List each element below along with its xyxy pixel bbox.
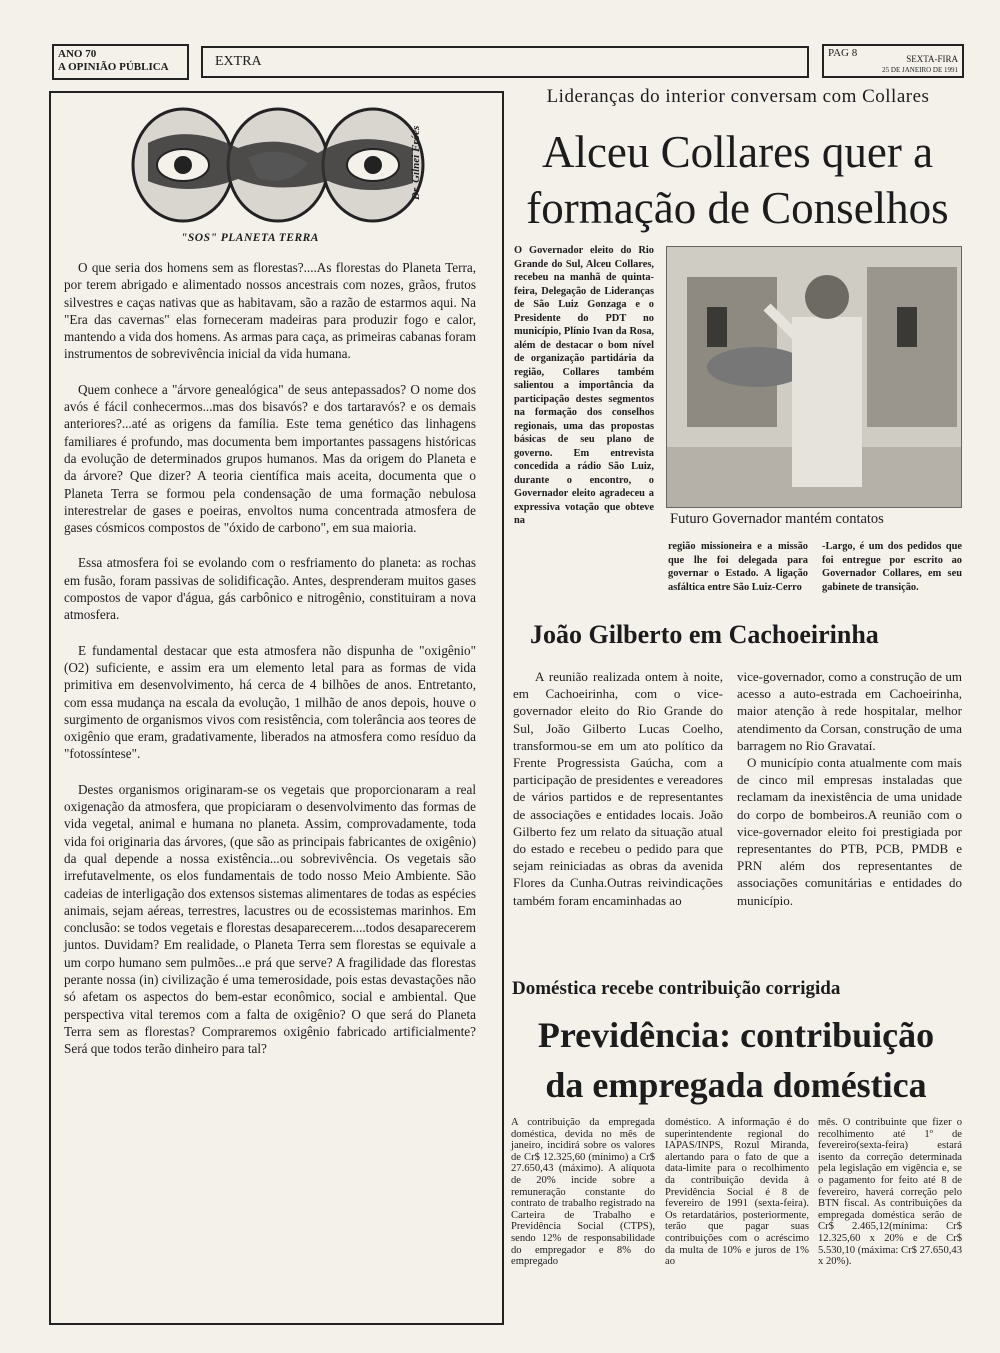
globe-eyes-logo-icon xyxy=(128,103,438,231)
volume-label: ANO 70 xyxy=(58,48,97,60)
article1-headline-line1: Alceu Collares quer a xyxy=(541,127,934,177)
article3-column1: A contribuição da empregada doméstica, devida no mês de janeiro, incidirá sobre os valores de Cr$ 12.325,60 (mínimo) a Cr$ 27.650,43 (máximo). A alíquota de 20% incide sobre a remuneração constante do contrato de trabalho registrado na Carteira de Trabalho e Previdência Social (CTPS), sendo 12% de responsabilidade do empregador e 8% do empregado xyxy=(511,1117,655,1268)
article1-kicker: Lideranças do interior conversam com Collares xyxy=(546,86,930,107)
logo-caption: "SOS" PLANETA TERRA xyxy=(181,232,319,244)
governor-photo-icon xyxy=(667,247,961,507)
article1-column3: -Largo, é um dos pedidos que foi entregue por escrito ao Governador Collares, em seu gabinete de transição. xyxy=(822,541,962,593)
sos-planeta-logo xyxy=(128,103,438,231)
left-paragraph: Quem conhece a "árvore genealógica" de seus antepassados? O nome dos avós é fácil conhecermos...mas dos bisavós? e dos tartaravós? e os demais anteriores?...até as origens da família. Este tema genético das linhagens familiares é profundo, mas documenta bem importantes passagens históricas da evolução de determinados grupos humanos. Mas da origem do Planeta e da árvore? Que dizer? A teoria científica mais aceita, documenta que o Planeta Terra se formou pela condensação de uma formação nebulosa interestrelar de gases e poeiras, envoltos numa concentrada atmosfera de gases cósmicos compostos de "óxido de carbono", em sua maioria. xyxy=(64,381,476,536)
header-section-box xyxy=(201,46,809,78)
weekday: SEXTA-FIRA xyxy=(906,54,958,64)
article1-column2: região missioneira e a missão que lhe foi delegada para governar o Estado. A ligação asfáltica entre São Luiz-Cerro xyxy=(668,541,808,593)
left-paragraph: Essa atmosfera foi se evolando com o resfriamento do planeta: as rochas em fusão, foram passivas de solidificação. Antes, desprenderam muitos gases compostos de vapor d'água, gás carbônico e nitrogênio, constituiram a nova atmosfera. xyxy=(64,555,476,623)
article2-column2-paragraph: O município conta atualmente com mais de cinco mil empresas instaladas que reclamam da inexistência de uma unidade do corpo de bombeiros.A reunião com o vice-governador eleito foi prestigiada por representantes do PTB, PCB, PMDB e PRN além dos representantes de associações comunitárias e entidades do município. xyxy=(737,755,962,908)
page-number: PAG 8 xyxy=(828,47,858,59)
section-label: EXTRA xyxy=(215,54,262,69)
article1-headline-line2: formação de Conselhos xyxy=(526,183,949,233)
header-volume-box xyxy=(52,44,189,80)
left-paragraph: Destes organismos originaram-se os vegetais que proporcionaram a real oxigenação da atmosfera, que propiciaram o desenvolvimento das formas de vida vegetal, animal e humana no planeta. Assim, comprovadamente, toda vida foi originaria das árvores, (que são as principais fabricantes de oxigênio) da qual depende a nossa existência...ou sobrevivência. Os vegetais são irrefutavelmente, os elos fundamentais de todo nosso Meio Ambiente. São cadeias de interligação dos extensos sistemas alimentares de todas as espécies animais, sejam aéreas, terrestres, lacustres ou de ecossistemas marinhos. Em conclusão: se todos vegetais e florestas desaparecerem....todos desaparecerem juntos. Duvidam? Em realidade, o Planeta Terra sem florestas se equivale a um corpo humano sem pulmões...e prá que serve? A fragilidade das florestas perante nossa (in) civilização é uma temerosidade, pois estas devastações não só afetam os aspectos do bem-estar econômico, social e ambiental. Que perspectiva vital teremos com a falta de oxigênio? O que será do Planeta Terra sem as florestas? Compraremos oxigênio fabricado artificialmente? Será que todos terão dinheiro para tal? xyxy=(64,781,476,1057)
article2-column2-paragraph: vice-governador, como a construção de um acesso a auto-estrada em Cachoeirinha, maior atenção à rede hospitalar, melhor atendimento da Corsan, construção de uma barragem no Rio Gravataí. xyxy=(737,669,962,753)
left-column-article xyxy=(64,259,476,1057)
issue-date: 25 DE JANEIRO DE 1991 xyxy=(882,66,958,74)
article2-column2 xyxy=(737,668,962,909)
article3-column3: mês. O contribuinte que fizer o recolhimento até 1º de fevereiro(sexta-feira) estará isento da correção determinada pela legislação em vigência e, se o pagamento for feito até 8 de fevereiro, haverá correção pelo BTN fiscal. As contribuições da empregada doméstica serão de Cr$ 2.465,12(mínima: Cr$ 12.325,60 x 20% e de Cr$ 5.530,10 (máxima: Cr$ 27.650,43 x 20%). xyxy=(818,1117,962,1268)
article3-column2: doméstico. A informação é do superintendente regional do IAPAS/INPS, Rozul Miranda, alertando para o fato de que a data-limite para o recolhimento da contribuição devida à Previdência Social é 8 de fevereiro de 1991 (sexta-feira). Os retardatários, posteriormente, terão que pagar suas contribuições com o acréscimo da multa de 10% e juros de 1% ao xyxy=(665,1117,809,1268)
article1-narrow-column: O Governador eleito do Rio Grande do Sul, Alceu Collares, recebeu na manhã de quinta-feira, Delegação de Lideranças de São Luiz Gonzaga e o Presidente do PDT no município, Plínio Ivan da Rosa, além de destacar o bom nível de organização partidária da região, Collares também salientou a importância da participação destes segmentos na formação dos conselhos regionais, uma das propostas básicas de seu plano de governo. Em entrevista concedida a rádio São Luiz, durante o encontro, o Governador eleito agradeceu a expressiva votação que obteve na xyxy=(514,245,654,526)
article3-headline-line2: da empregada doméstica xyxy=(545,1065,927,1105)
article3-headline-line1: Previdência: contribuição xyxy=(537,1015,935,1055)
header-page-box xyxy=(822,44,964,78)
article1-photo xyxy=(666,246,962,508)
publication-name: A OPINIÃO PÚBLICA xyxy=(58,61,169,73)
article3-kicker: Doméstica recebe contribuição corrigida xyxy=(512,978,841,999)
article1-photo-caption: Futuro Governador mantém contatos xyxy=(670,511,884,527)
left-paragraph: E fundamental destacar que esta atmosfera não dispunha de "oxigênio" (O2) suficiente, e assim era um elemento letal para as formas de vida primitiva em desenvolvimento, há cerca de 4 bilhões de anos. Entretanto, com essa mudança na escala da evolução, 1 milhão de anos depois, houve o surgimento de organismos vivos com resistência, com tolerância aos teores de oxigênio que eram, gradativamente, liberados na atmosfera como resíduo da "fotossíntese". xyxy=(64,642,476,762)
author-credit: Dr. Gilnei Fróes xyxy=(410,125,422,200)
left-paragraph: O que seria dos homens sem as florestas?....As florestas do Planeta Terra, por terem abrigado e alimentado nossos ancestrais com nozes, grãos, frutos silvestres e caças nativas que as habitavam, são a razão de estarmos aqui. Na "Era das cavernas" elas forneceram madeiras para produzir fogo e calor, mantendo a vida dos homens. As armas para caça, as primeiras cabanas foram instrumentos de sobrevivência inicial da vida humana. xyxy=(64,260,476,362)
article2-headline: João Gilberto em Cachoeirinha xyxy=(530,620,879,649)
article2-column1: A reunião realizada ontem à noite, em Cachoeirinha, com o vice-governador eleito do Rio Grande do Sul, João Gilberto Lucas Coelho, transformou-se em um ato político da Frente Progressista Gaúcha, com a participação de presidentes e vereadores de vários partidos e de representantes de associações e entidades locais. João Gilberto fez um relato da situação atual do estado e recebeu o pedido para que sejam reiniciadas as obras da avenida Flores da Cunha.Outras reivindicações também foram encaminhadas ao xyxy=(513,669,723,908)
